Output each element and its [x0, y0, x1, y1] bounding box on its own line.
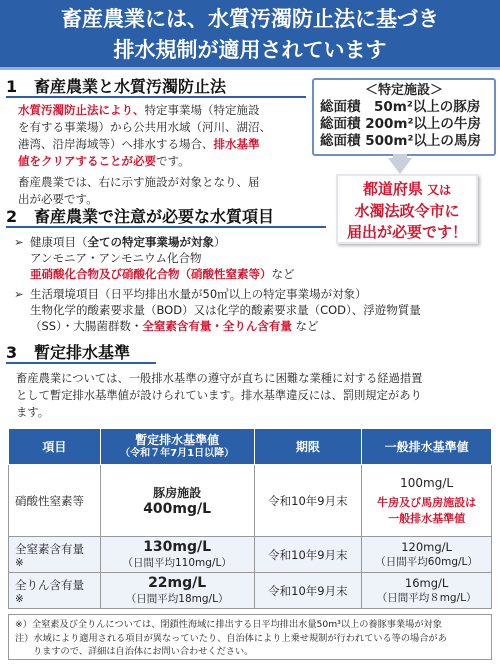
arrow-bullet-icon: ➢	[14, 287, 24, 301]
table-row	[9, 573, 492, 609]
header-item: 項目	[9, 429, 101, 465]
cell-period: 令和10年9月末	[254, 537, 362, 573]
notification-box	[336, 174, 478, 244]
text: 都道府県	[362, 180, 423, 198]
cell-provisional	[100, 537, 254, 573]
text: 生物化学的酸素要求量（BOD）又は化学的酸素要求量（COD）、浮遊物質量	[30, 303, 421, 317]
down-arrow-icon	[388, 158, 412, 174]
section-1-paragraph-1	[18, 102, 310, 170]
text: 400mg/L	[143, 501, 212, 517]
header-general: 一般排水基準値	[362, 429, 492, 465]
cell-period: 令和10年9月末	[254, 465, 362, 537]
text: 100mg/L	[400, 475, 454, 490]
cell-item	[9, 537, 101, 573]
section-1-paragraph-2	[18, 174, 310, 208]
section-1-number: 1	[6, 77, 18, 96]
text: （SS）・大腸菌群数・	[30, 319, 143, 333]
text: 全りん含有量	[15, 577, 84, 592]
section-3-paragraph	[16, 370, 496, 421]
text-red: 一般排水基準値	[388, 511, 466, 525]
text: 生活環境項目（日平均排出水量が50㎥以上の特定事業場が対象）	[30, 287, 367, 301]
facility-box	[312, 78, 496, 156]
text: （日間平均18mg/L）	[125, 593, 229, 605]
text: アンモニア・アンモニウム化合物	[30, 251, 202, 265]
text: 全ての特定事業場が対象	[87, 235, 214, 249]
text: 全窒素含有量	[15, 541, 84, 556]
text: （日間平均110mg/L）	[122, 557, 232, 569]
text: です。	[156, 154, 190, 168]
facility-row: 総面積 200m²以上の牛房	[320, 116, 481, 132]
cell-provisional	[100, 573, 254, 609]
facility-heading: ＜特定施設＞	[364, 83, 443, 98]
section-1-title: 畜産農業と水質汚濁防止法	[34, 77, 227, 96]
footnotes	[8, 614, 492, 660]
footnote-line: ※）全窒素及び全りんについては、閉鎖性海域に排出する日平均排出水量50m³以上の養豚事業場が対象	[15, 619, 442, 630]
text: を有する事業場）から公共用水域（河川、湖沼、	[18, 120, 271, 134]
section-2-title: 畜産農業で注意が必要な水質項目	[34, 207, 275, 226]
cell-general	[362, 573, 492, 609]
cell-general	[362, 537, 492, 573]
section-3-number: 3	[6, 343, 18, 362]
title-line-2: 排水規制が適用されています	[113, 38, 387, 62]
cell-provisional	[100, 465, 254, 537]
text: 120mg/L	[401, 540, 452, 554]
text: など	[291, 319, 319, 333]
text: 港湾、沿岸海域等）へ排水する場合、	[18, 137, 214, 151]
cell-period: 令和10年9月末	[254, 573, 362, 609]
cell-general	[362, 465, 492, 537]
text: ※	[15, 556, 24, 569]
section-3-title: 暫定排水基準	[34, 343, 131, 362]
section-2-heading	[6, 206, 326, 228]
text: 水濁法政令市に	[354, 202, 460, 220]
cell-item	[9, 573, 101, 609]
text: 特定事業場（特定施設	[144, 103, 260, 117]
text: 届出が必要です！	[346, 223, 467, 241]
page-title	[0, 0, 500, 70]
text: 畜産農業については、一般排水基準の遵守が直ちに困難な業種に対する経過措置	[16, 372, 423, 385]
text-red: 亜硝酸化合物及び硝酸化合物（硝酸性窒素等）	[30, 267, 272, 281]
table-header-row	[9, 429, 492, 465]
arrow-bullet-icon: ➢	[14, 235, 24, 249]
text: ）	[214, 235, 226, 249]
section-1-heading	[6, 76, 306, 98]
footnote-line: りますので、詳細は自治体にお問い合わせください。	[33, 646, 254, 657]
text: （日間平均８mg/L）	[376, 592, 477, 604]
text-red: 全窒素含有量・全りん含有量	[142, 319, 292, 333]
text: 畜産農業では、右に示す施設が対象となり、届	[18, 175, 260, 189]
section-2-number: 2	[6, 207, 18, 226]
text-red: 牛房及び馬房施設は	[377, 495, 477, 509]
text: （日間平均60mg/L）	[375, 556, 478, 568]
table-row	[9, 465, 492, 537]
section-3-heading	[6, 342, 156, 364]
text: 22mg/L	[148, 575, 207, 591]
text: 豚房施設	[153, 486, 202, 500]
standards-table	[8, 428, 492, 609]
table-row	[9, 537, 492, 573]
facility-row: 総面積 500m²以上の馬房	[320, 133, 481, 149]
text: 又は	[422, 183, 452, 197]
text-red: 水質汚濁防止法により、	[18, 103, 145, 117]
text: 暫定排水基準値	[135, 432, 220, 447]
text: 130mg/L	[143, 539, 212, 555]
text-red: 値をクリアすることが必要	[18, 154, 156, 168]
text: 出が必要です。	[18, 192, 98, 206]
text: 16mg/L	[404, 576, 449, 590]
text: ます。	[16, 406, 49, 419]
text: など	[271, 267, 295, 281]
text: （令和７年7月1日以降）	[120, 447, 235, 459]
cell-item: 硝酸性窒素等	[9, 465, 101, 537]
text: 健康項目（	[30, 235, 88, 249]
bullet-living-env-items	[14, 286, 496, 334]
header-period: 期限	[254, 429, 362, 465]
footnote-line: 注）水域により適用される項目が異なっていたり、自治体により上乗せ規制が行われている等の場合があ	[15, 632, 447, 644]
bullet-health-items	[14, 234, 344, 282]
header-provisional	[100, 429, 254, 465]
text: として暫定排水基準値が設けられています。排水基準違反には、罰則規定があり	[16, 389, 422, 402]
text: ※	[15, 592, 24, 605]
facility-row: 総面積 50m²以上の豚房	[320, 99, 481, 115]
title-line-1: 畜産農業には、水質汚濁防止法に基づき	[61, 7, 439, 31]
text-red: 排水基準	[213, 137, 260, 151]
